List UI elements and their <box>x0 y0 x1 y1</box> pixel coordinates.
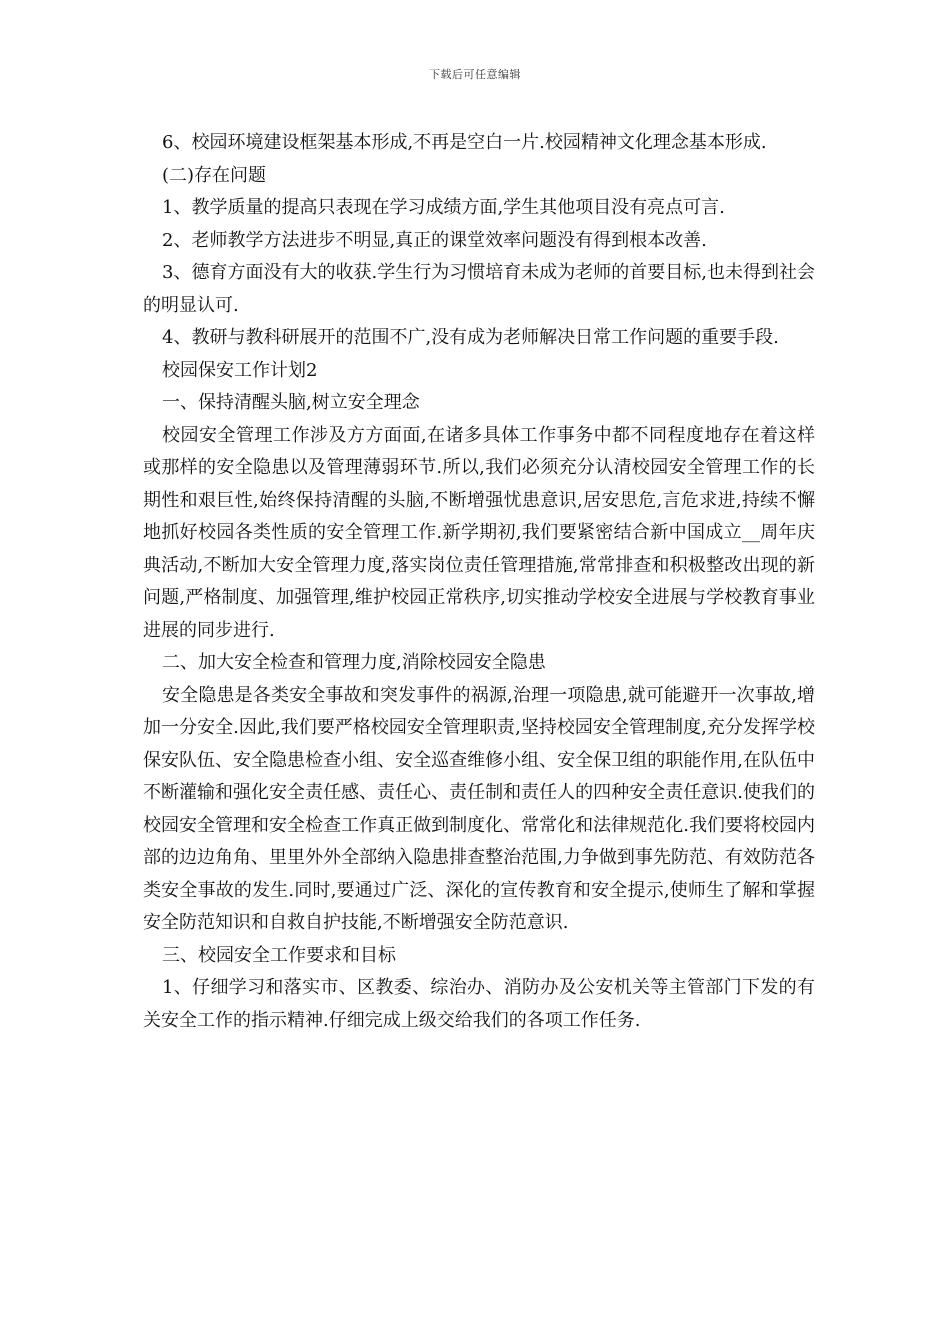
document-body <box>143 127 815 1037</box>
paragraph-problem-4: 4、教研与教科研展开的范围不广,没有成为老师解决日常工作问题的重要手段. <box>162 327 779 348</box>
paragraph-problem-3: 3、德育方面没有大的收获.学生行为习惯培育未成为老师的首要目标,也未得到社会的明显认可. <box>143 262 815 316</box>
section-heading-two: 二、加大安全检查和管理力度,消除校园安全隐患 <box>162 652 546 673</box>
section-heading-one: 一、保持清醒头脑,树立安全理念 <box>162 392 420 413</box>
paragraph-problem-2: 2、老师教学方法进步不明显,真正的课堂效率问题没有得到根本改善. <box>162 229 707 251</box>
paragraph-requirement-1: 1、仔细学习和落实市、区教委、综治办、消防办及公安机关等主管部门下发的有关安全工作的指示精神.仔细完成上级交给我们的各项工作任务. <box>143 977 815 1031</box>
section-heading-problems: (二)存在问题 <box>162 164 267 186</box>
paragraph-item-6: 6、校园环境建设框架基本形成,不再是空白一片.校园精神文化理念基本形成. <box>162 132 767 153</box>
paragraph-section-two: 安全隐患是各类安全事故和突发事件的祸源,治理一项隐患,就可能避开一次事故,增加一分安全.因此,我们要严格校园安全管理职责,坚持校园安全管理制度,充分发挥学校保安队伍、安全隐患检查小组、安全巡查维修小组、安全保卫组的职能作用,在队伍中不断灌输和强化安全责任感、责任心、责任制和责任人的四种安全责任意识.使我们的校园安全管理和安全检查工作真正做到制度化、常常化和法律规范化.我们要将校园内部的边边角角、里里外外全部纳入隐患排查整治范围,力争做到事先防范、有效防范各类安全事故的发生.同时,要通过广泛、深化的宣传教育和安全提示,使师生了解和掌握安全防范知识和自救自护技能,不断增强安全防范意识. <box>143 684 815 933</box>
section-heading-three: 三、校园安全工作要求和目标 <box>162 944 396 966</box>
plan-title: 校园保安工作计划2 <box>162 359 318 381</box>
paragraph-section-one: 校园安全管理工作涉及方方面面,在诸多具体工作事务中都不同程度地存在着这样或那样的安全隐患以及管理薄弱环节.所以,我们必须充分认清校园安全管理工作的长期性和艰巨性,始终保持清醒的头脑,不断增强忧患意识,居安思危,言危求进,持续不懈地抓好校园各类性质的安全管理工作.新学期初,我们要紧密结合新中国成立__周年庆典活动,不断加大安全管理力度,落实岗位责任管理措施,常常排查和积极整改出现的新问题,严格制度、加强管理,维护校园正常秩序,切实推动学校安全进展与学校教育事业进展的同步进行. <box>143 424 815 641</box>
page-header: 下载后可任意编辑 <box>429 68 521 81</box>
paragraph-problem-1: 1、教学质量的提高只表现在学习成绩方面,学生其他项目没有亮点可言. <box>162 197 725 218</box>
